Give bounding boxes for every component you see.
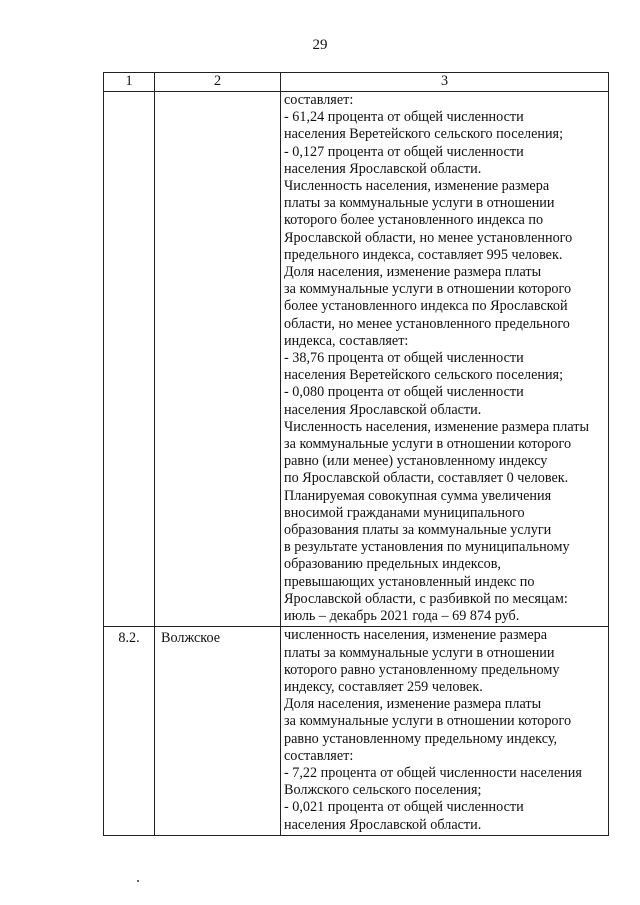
column-header-2: 2 bbox=[155, 73, 281, 92]
text-line: Доля населения, изменение размера платы bbox=[284, 264, 542, 281]
text-line: Численность населения, изменение размера bbox=[284, 178, 550, 195]
text-line: населения Ярославской области. bbox=[284, 401, 482, 418]
text-line: - 0,080 процента от общей численности bbox=[284, 384, 524, 401]
page-number: 29 bbox=[312, 37, 328, 53]
settlement-name-cell: Волжское bbox=[155, 627, 281, 835]
text-line: вносимой гражданами муниципального bbox=[284, 504, 525, 521]
text-line: за коммунальные услуги в отношении которого bbox=[284, 713, 572, 730]
text-line: по Ярославской области, составляет 0 человек. bbox=[284, 470, 569, 487]
text-line: июль – декабрь 2021 года – 69 874 руб. bbox=[284, 608, 520, 625]
text-line: - 61,24 процента от общей численности bbox=[284, 109, 524, 126]
text-line: - 0,127 процента от общей численности bbox=[284, 143, 524, 160]
text-line: равно (или менее) установленному индексу bbox=[284, 453, 548, 470]
text-line: населения Веретейского сельского поселения; bbox=[284, 367, 564, 384]
table-row bbox=[104, 92, 609, 627]
text-line: населения Ярославской области. bbox=[284, 816, 482, 833]
text-line: образования платы за коммунальные услуги bbox=[284, 522, 552, 539]
text-line: в результате установления по муниципальному bbox=[284, 539, 570, 556]
column-header-3: 3 bbox=[281, 73, 609, 92]
table-row bbox=[104, 627, 609, 835]
text-line: которого равно установленному предельному bbox=[284, 661, 560, 678]
text-line: Волжского сельского поселения; bbox=[284, 782, 482, 799]
text-line: составляет: bbox=[284, 92, 354, 108]
description-cell bbox=[281, 627, 609, 835]
text-line: населения Веретейского сельского поселения; bbox=[284, 126, 564, 143]
text-line: численность населения, изменение размера bbox=[284, 627, 548, 644]
row-number-cell bbox=[104, 92, 155, 627]
text-line: равно установленному предельному индексу, bbox=[284, 730, 558, 747]
text-line: Ярославской области, с разбивкой по месяцам: bbox=[284, 590, 568, 607]
text-line: - 0,021 процента от общей численности bbox=[284, 799, 524, 816]
text-line: платы за коммунальные услуги в отношении bbox=[284, 644, 555, 661]
text-line: - 38,76 процента от общей численности bbox=[284, 350, 524, 367]
settlement-name-cell bbox=[155, 92, 281, 627]
text-line: - 7,22 процента от общей численности населения bbox=[284, 764, 582, 781]
text-line: области, но менее установленного предельного bbox=[284, 315, 570, 332]
row-number-cell: 8.2. bbox=[104, 627, 155, 835]
text-line: которого более установленного индекса по bbox=[284, 212, 544, 229]
text-line: составляет: bbox=[284, 747, 354, 764]
text-line: платы за коммунальные услуги в отношении bbox=[284, 195, 555, 212]
scan-artifact-dot bbox=[137, 880, 139, 882]
text-line: более установленного индекса по Ярославской bbox=[284, 298, 568, 315]
text-line: предельного индекса, составляет 995 человек. bbox=[284, 246, 563, 263]
text-line: Ярославской области, но менее установленного bbox=[284, 229, 573, 246]
text-line: Численность населения, изменение размера платы bbox=[284, 418, 590, 435]
text-line: населения Ярославской области. bbox=[284, 160, 482, 177]
text-line: за коммунальные услуги в отношении которого bbox=[284, 436, 572, 453]
text-line: образованию предельных индексов, bbox=[284, 556, 501, 573]
description-cell bbox=[281, 92, 609, 627]
data-table bbox=[103, 72, 609, 836]
text-line: индексу, составляет 259 человек. bbox=[284, 678, 483, 695]
table-header-row bbox=[104, 73, 609, 92]
text-line: за коммунальные услуги в отношении которого bbox=[284, 281, 572, 298]
text-line: Доля населения, изменение размера платы bbox=[284, 696, 542, 713]
text-line: индекса, составляет: bbox=[284, 332, 409, 349]
text-line: Планируемая совокупная сумма увеличения bbox=[284, 487, 552, 504]
text-line: превышающих установленный индекс по bbox=[284, 573, 535, 590]
column-header-1: 1 bbox=[104, 73, 155, 92]
